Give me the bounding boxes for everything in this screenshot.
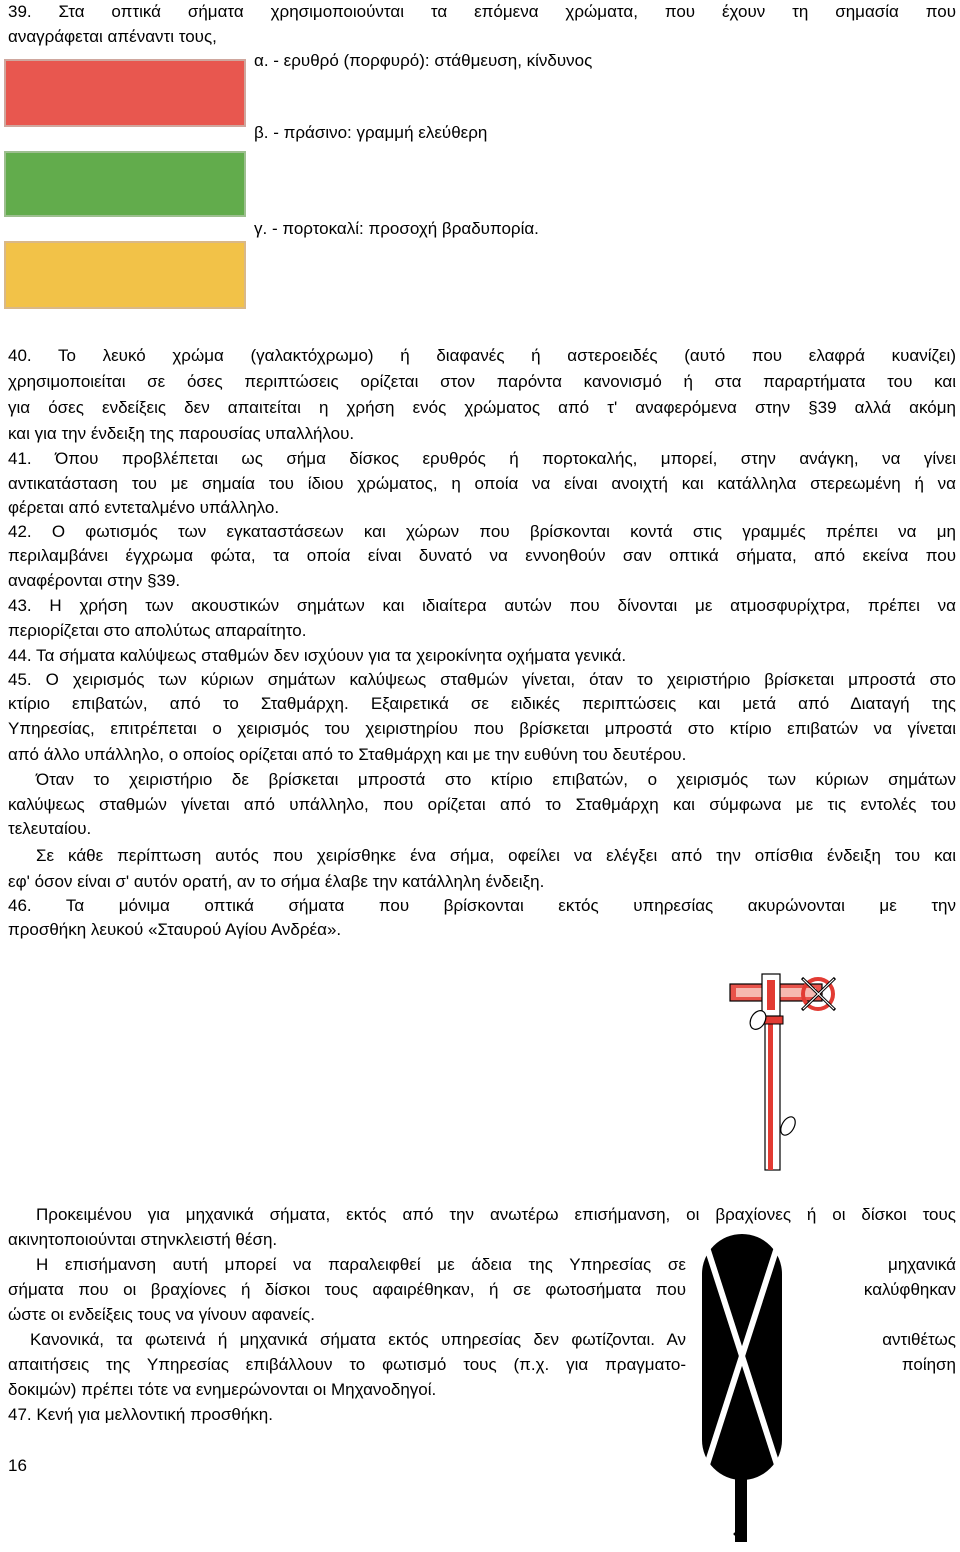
body-line: Σε κάθε περίπτωση αυτός που χειρίσθηκε ένα σήμα, οφείλει να ελέγξει από την οπίσθια ένδειξη του και [36, 846, 956, 865]
lower-p3-line-1-left: Κανονικά, τα φωτεινά ή μηχανικά σήματα εκτός υπηρεσίας δεν φωτίζονται. Αν [30, 1330, 686, 1349]
body-line: καλύψεως σταθμών γίνεται από υπάλληλο, που ορίζεται από το Σταθμάρχη και σύμφωνα με τις εντολές του [8, 795, 956, 814]
body-line: αναφέρονται στην §39. [8, 571, 181, 590]
body-line: 41. Όπου προβλέπεται ως σήμα δίσκος ερυθρός ή πορτοκαλής, μπορεί, στην ανάγκη, να γίνει [8, 449, 956, 468]
color-meaning-green: β. - πράσινο: γραμμή ελεύθερη [254, 123, 488, 142]
semaphore-signal-illustration [722, 958, 847, 1173]
lower-p3-line-2-right: ποίηση [901, 1355, 956, 1374]
lower-p3-line-2-left: απαιτήσεις της Υπηρεσίας επιβάλλουν το φωτισμό τους (π.χ. για πραγματο- [8, 1355, 686, 1374]
lower-p2-line-2-right: καλύφθηκαν [863, 1280, 956, 1299]
body-line: 43. Η χρήση των ακουστικών σημάτων και ιδιαίτερα αυτών που δίνονται με ατμοσφυρίχτρα, πρέπει να [8, 596, 956, 615]
lower-p1-line-2: ακινητοποιούνται στηνκλειστή θέση. [8, 1230, 278, 1249]
color-meaning-red: α. - ερυθρό (πορφυρό): στάθμευση, κίνδυνος [254, 51, 593, 70]
body-line: κτίριο επιβατών, από το Σταθμάρχη. Εξαιρετικά σε ειδικές περιπτώσεις και μετά από Διαταγή της [8, 694, 956, 713]
color-meaning-orange: γ. - πορτοκαλί: προσοχή βραδυπορία. [254, 219, 539, 238]
body-line: Όταν το χειριστήριο δε βρίσκεται μπροστά στο κτίριο επιβατών, ο χειρισμός των κύριων σημάτων [36, 770, 956, 789]
red-color-swatch [4, 54, 246, 132]
lower-p2-line-1-right: μηχανικά [888, 1255, 956, 1274]
body-line: χρησιμοποιείται σε όσες περιπτώσεις ορίζεται στον παρόντα κανονισμό ή στα παραρτήματα του και [8, 372, 956, 391]
light-signal-illustration [686, 1222, 798, 1547]
lower-p2-line-1-left: Η επισήμανση αυτή μπορεί να παραλειφθεί με άδεια της Υπηρεσίας σε [36, 1255, 686, 1274]
body-line: 46. Τα μόνιμα οπτικά σήματα που βρίσκονται εκτός υπηρεσίας ακυρώνονται με την [8, 896, 956, 915]
lower-p2-line-2-left: σήματα που οι βραχίονες ή δίσκοι τους αφαιρέθηκαν, ή σε φωτοσήματα που [8, 1280, 686, 1299]
body-line: Υπηρεσίας, επιτρέπεται ο χειρισμός του χειριστηρίου που βρίσκεται μπροστά στο κτίριο επιβατών να γίνεται [8, 719, 956, 738]
lower-p3-line-1-right: αντιθέτως [882, 1330, 956, 1349]
section-47: 47. Κενή για μελλοντική προσθήκη. [8, 1405, 273, 1424]
body-line: προσθήκη λευκού «Σταυρού Αγίου Ανδρέα». [8, 920, 342, 939]
body-line: περιλαμβάνει έγχρωμα φώτα, τα οποία είναι δυνατό να εννοηθούν σαν οπτικά σήματα, από εκείνα που [8, 546, 956, 565]
body-line: αντικατάσταση του με σημαία του ίδιου χρώματος, η οποία να είναι ανοιχτή και κατάλληλα στερεωμένη ή να [8, 474, 956, 493]
lower-p3-line-3: δοκιμών) πρέπει τότε να ενημερώνονται οι Μηχανοδηγοί. [8, 1380, 437, 1399]
body-line: 40. Το λευκό χρώμα (γαλακτόχρωμο) ή διαφανές ή αστεροειδές (αυτό που ελαφρά κυανίζει) [8, 346, 956, 365]
body-line: από άλλο υπάλληλο, ο οποίος ορίζεται από το Σταθμάρχη και με την ευθύνη του δευτέρου. [8, 745, 687, 764]
section-39-line-2: αναγράφεται απέναντι τους, [8, 27, 217, 46]
lower-p1-line-1: Προκειμένου για μηχανικά σήματα, εκτός από την ανωτέρω επισήμανση, οι βραχίονες ή οι δίσκοι τους [36, 1205, 956, 1224]
body-line: 44. Τα σήματα καλύψεως σταθμών δεν ισχύουν για τα χειροκίνητα οχήματα γενικά. [8, 646, 627, 665]
body-line: φέρεται από εντεταλμένο υπάλληλο. [8, 498, 280, 517]
body-line: 45. Ο χειρισμός των κύριων σημάτων καλύψεως σταθμών γίνεται, όταν το χειριστήριο βρίσκεται μπροστά στο [8, 670, 956, 689]
body-line: για όσες ενδείξεις δεν απαιτείται η χρήση ενός χρώματος από τ' αναφερόμενα στην §39 αλλά ακόμη [8, 398, 956, 417]
orange-color-swatch [4, 238, 246, 310]
body-line: περιορίζεται στο απολύτως απαραίτητο. [8, 621, 307, 640]
body-line: τελευταίου. [8, 819, 92, 838]
green-color-swatch [4, 148, 246, 220]
body-line: εφ' όσον είναι σ' αυτόν ορατή, αν το σήμα έλαβε την κατάλληλη ένδειξη. [8, 872, 545, 891]
body-line: και για την ένδειξη της παρουσίας υπαλλήλου. [8, 424, 355, 443]
body-line: 42. Ο φωτισμός των εγκαταστάσεων και χώρων που βρίσκονται κοντά στις γραμμές πρέπει να μη [8, 522, 956, 541]
page-number: 16 [8, 1456, 27, 1475]
section-39-line-1: 39. Στα οπτικά σήματα χρησιμοποιούνται τα επόμενα χρώματα, που έχουν τη σημασία που [8, 2, 956, 21]
lower-p2-line-3: ώστε οι ενδείξεις τους να γίνουν αφανείς. [8, 1305, 315, 1324]
